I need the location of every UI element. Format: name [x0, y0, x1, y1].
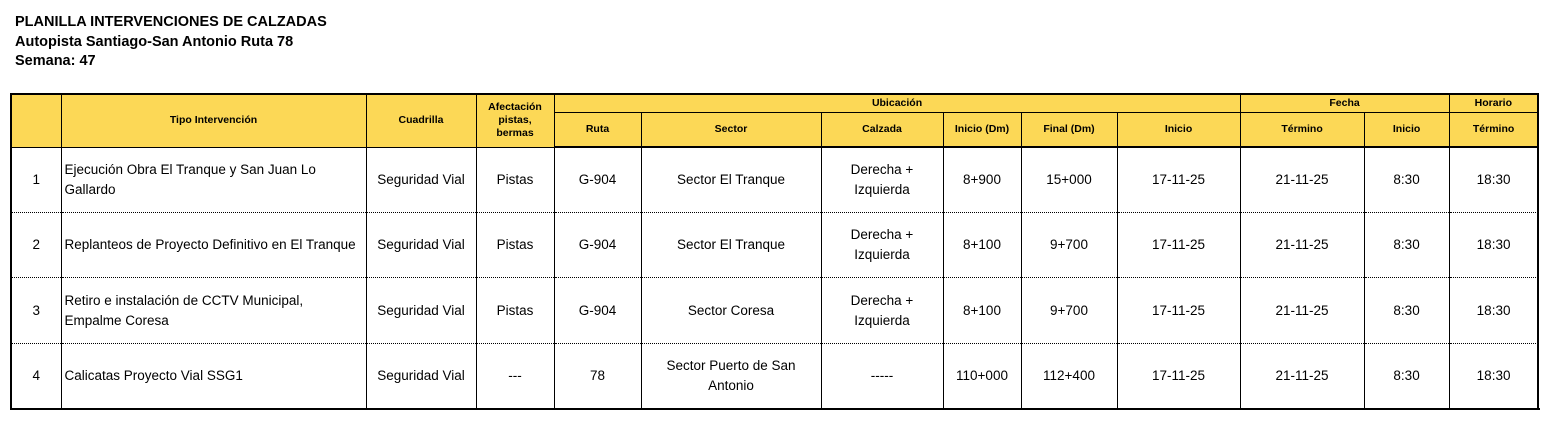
header-fecha: Fecha: [1240, 94, 1449, 113]
table-row: [11, 278, 1538, 343]
header-horario: Horario: [1449, 94, 1538, 113]
header-tipo: Tipo Intervención: [61, 94, 366, 147]
header-inicio-dm: Inicio (Dm): [943, 113, 1021, 148]
row-number: 3: [11, 278, 61, 343]
header-ruta: Ruta: [554, 113, 641, 148]
final-dm: 15+000: [1021, 147, 1117, 213]
header-sector: Sector: [641, 113, 821, 148]
ruta: G-904: [554, 278, 641, 343]
header-hora-inicio: Inicio: [1364, 113, 1449, 148]
calzada: Derecha + Izquierda: [821, 213, 943, 278]
fecha-termino: 21-11-25: [1240, 147, 1364, 213]
table-row: [11, 147, 1538, 213]
ruta: G-904: [554, 213, 641, 278]
sector: Sector Puerto de San Antonio: [641, 343, 821, 409]
hora-termino: 18:30: [1449, 343, 1538, 409]
sheet-subtitle: Autopista Santiago-San Antonio Ruta 78: [15, 33, 294, 50]
afectacion: Pistas: [476, 213, 554, 278]
inicio-dm: 110+000: [943, 343, 1021, 409]
sector: Sector El Tranque: [641, 213, 821, 278]
sheet-title: PLANILLA INTERVENCIONES DE CALZADAS: [15, 14, 327, 30]
hora-inicio: 8:30: [1364, 147, 1449, 213]
header-hora-termino: Término: [1449, 113, 1538, 148]
inicio-dm: 8+100: [943, 213, 1021, 278]
fecha-inicio: 17-11-25: [1117, 278, 1240, 343]
final-dm: 9+700: [1021, 278, 1117, 343]
calzada: -----: [821, 343, 943, 409]
cuadrilla: Seguridad Vial: [366, 213, 476, 278]
final-dm: 112+400: [1021, 343, 1117, 409]
interventions-table: [10, 93, 1539, 410]
afectacion: ---: [476, 343, 554, 409]
final-dm: 9+700: [1021, 213, 1117, 278]
table-row: [11, 343, 1538, 409]
row-number: 2: [11, 213, 61, 278]
hora-termino: 18:30: [1449, 278, 1538, 343]
calzada: Derecha + Izquierda: [821, 278, 943, 343]
sector: Sector El Tranque: [641, 147, 821, 213]
inicio-dm: 8+900: [943, 147, 1021, 213]
fecha-inicio: 17-11-25: [1117, 147, 1240, 213]
header-calzada: Calzada: [821, 113, 943, 148]
hora-inicio: 8:30: [1364, 213, 1449, 278]
hora-inicio: 8:30: [1364, 343, 1449, 409]
cuadrilla: Seguridad Vial: [366, 278, 476, 343]
hora-inicio: 8:30: [1364, 278, 1449, 343]
table-row: [11, 213, 1538, 278]
cuadrilla: Seguridad Vial: [366, 343, 476, 409]
fecha-termino: 21-11-25: [1240, 278, 1364, 343]
tipo-intervencion: Ejecución Obra El Tranque y San Juan Lo Gallardo: [61, 147, 366, 213]
header-cuadrilla: Cuadrilla: [366, 94, 476, 147]
header-fecha-termino: Término: [1240, 113, 1364, 148]
fecha-inicio: 17-11-25: [1117, 343, 1240, 409]
sheet-titles: [15, 13, 327, 72]
fecha-termino: 21-11-25: [1240, 213, 1364, 278]
hora-termino: 18:30: [1449, 147, 1538, 213]
fecha-inicio: 17-11-25: [1117, 213, 1240, 278]
header-fecha-inicio: Inicio: [1117, 113, 1240, 148]
afectacion: Pistas: [476, 147, 554, 213]
week-label: Semana: 47: [15, 53, 96, 69]
header-final-dm: Final (Dm): [1021, 113, 1117, 148]
ruta: 78: [554, 343, 641, 409]
sector: Sector Coresa: [641, 278, 821, 343]
tipo-intervencion: Replanteos de Proyecto Definitivo en El Tranque: [61, 213, 366, 278]
tipo-intervencion: Retiro e instalación de CCTV Municipal, Empalme Coresa: [61, 278, 366, 343]
fecha-termino: 21-11-25: [1240, 343, 1364, 409]
inicio-dm: 8+100: [943, 278, 1021, 343]
tipo-intervencion: Calicatas Proyecto Vial SSG1: [61, 343, 366, 409]
header-num: [11, 94, 61, 147]
row-number: 1: [11, 147, 61, 213]
header-ubicacion: Ubicación: [554, 94, 1240, 113]
header-afectacion: Afectación pistas, bermas: [476, 94, 554, 147]
cuadrilla: Seguridad Vial: [366, 147, 476, 213]
row-number: 4: [11, 343, 61, 409]
ruta: G-904: [554, 147, 641, 213]
hora-termino: 18:30: [1449, 213, 1538, 278]
calzada: Derecha + Izquierda: [821, 147, 943, 213]
afectacion: Pistas: [476, 278, 554, 343]
